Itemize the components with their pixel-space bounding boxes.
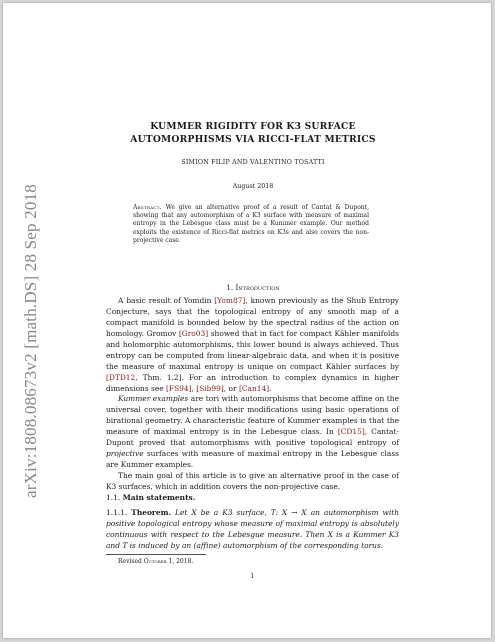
section-number: 1. (226, 283, 234, 292)
text-run: showed that in fact for compact Kähler manifolds and holomorphic automorphisms, this lower bound is always achieved. Thus entropy can be computed from linear-algebraic data, and when it is positive the measure of maximal entropy is unique on compact Kähler surfaces by (106, 328, 399, 371)
text-run: , Thm. 1.2]. For an introduction to complex dynamics in higher dimensions see (106, 372, 399, 393)
text-run: . (269, 383, 272, 393)
paragraph-3 (106, 471, 399, 493)
theorem-number: 1.1.1. (106, 508, 128, 517)
theorem-statement: Let X be a K3 surface, T: X → X an automorphism with positive topological entropy whose measure of maximal entropy is absolutely continuous with respect to the Lebesgue measure. Then X is a Kummer K3 and T is induced by an (affine) automorphism of the corresponding torus. (106, 508, 399, 550)
citation-link[interactable]: [Gro03] (178, 328, 209, 338)
paragraph-1 (106, 296, 399, 395)
page-number: 1 (250, 573, 255, 580)
section-heading (111, 283, 395, 292)
text-run: , Cantat-Dupont proved that automorphisms with positive topological entropy of (106, 426, 399, 447)
abstract-label: Abstract. (133, 204, 162, 211)
abstract (133, 204, 369, 245)
citation-link[interactable]: [FS94] (166, 383, 192, 393)
paragraph-3-text: The main goal of this article is to give an alternative proof in the case of K3 surfaces, which in addition covers the non-projective case. (106, 471, 399, 491)
footnote-divider (106, 554, 206, 555)
text-run: , or (223, 383, 239, 393)
citation-link[interactable]: [Sib99] (196, 383, 224, 393)
citation-link[interactable]: [CD15] (337, 426, 365, 436)
arxiv-identifier[interactable]: arXiv:1808.08673v2 [math.DS] 28 Sep 2018 (21, 184, 40, 498)
subsection-heading (106, 493, 390, 502)
theorem (106, 508, 399, 552)
subsection-title: Main statements. (122, 493, 196, 502)
text-run: , (191, 383, 197, 393)
text-run: are tori with automorphisms that become affine on the universal cover, together with their modifications using basic operations of birational geometry. A characteristic feature of Kummer examples is that the measure of maximal entropy is in the Lebesgue class. In (106, 394, 399, 436)
date: August 2018 (232, 183, 274, 190)
authors: SIMION FILIP AND VALENTINO TOSATTI (181, 159, 325, 166)
text-run: , known previously as the Shub Entropy Conjecture, says that the topological entropy of any smooth map of a compact manifold is bounded below by the spectral radius of the action on homology. Gromov (106, 296, 399, 338)
arxiv-stamp (17, 153, 43, 498)
paper-page (3, 3, 491, 638)
title-line-1: KUMMER RIGIDITY FOR K3 SURFACE (150, 121, 356, 132)
citation-link[interactable]: [Yom87] (214, 296, 246, 305)
abstract-text: We give an alternative proof of a result of Cantat & Dupont, showing that any automorphism of a K3 surface with measure of maximal entropy in the Lebesgue class must be a Kummer example. Our method exploits the existence of Ricci-flat metrics on K3s and also covers the non-projective case. (133, 204, 369, 244)
section-title: Introduction (235, 283, 280, 292)
title-line-2: AUTOMORPHISMS VIA RICCI-FLAT METRICS (130, 134, 376, 145)
theorem-label: Theorem. (131, 508, 172, 517)
emphasis: projective (106, 448, 144, 458)
citation-link[interactable]: [DTD12 (106, 372, 136, 382)
paper-title (111, 120, 395, 146)
footnote-label: Revised (118, 558, 142, 565)
subsection-number: 1.1. (106, 493, 121, 502)
emphasis: Kummer examples (118, 394, 189, 403)
text-run: A basic result of Yomdin (118, 296, 215, 305)
paragraph-2 (106, 394, 399, 471)
footnote (118, 558, 402, 565)
text-run: surfaces with measure of maximal entropy in the Lebesgue class are Kummer examples. (106, 448, 399, 469)
citation-link[interactable]: [Can14] (238, 383, 270, 393)
footnote-date: October 1, 2018. (143, 558, 194, 565)
